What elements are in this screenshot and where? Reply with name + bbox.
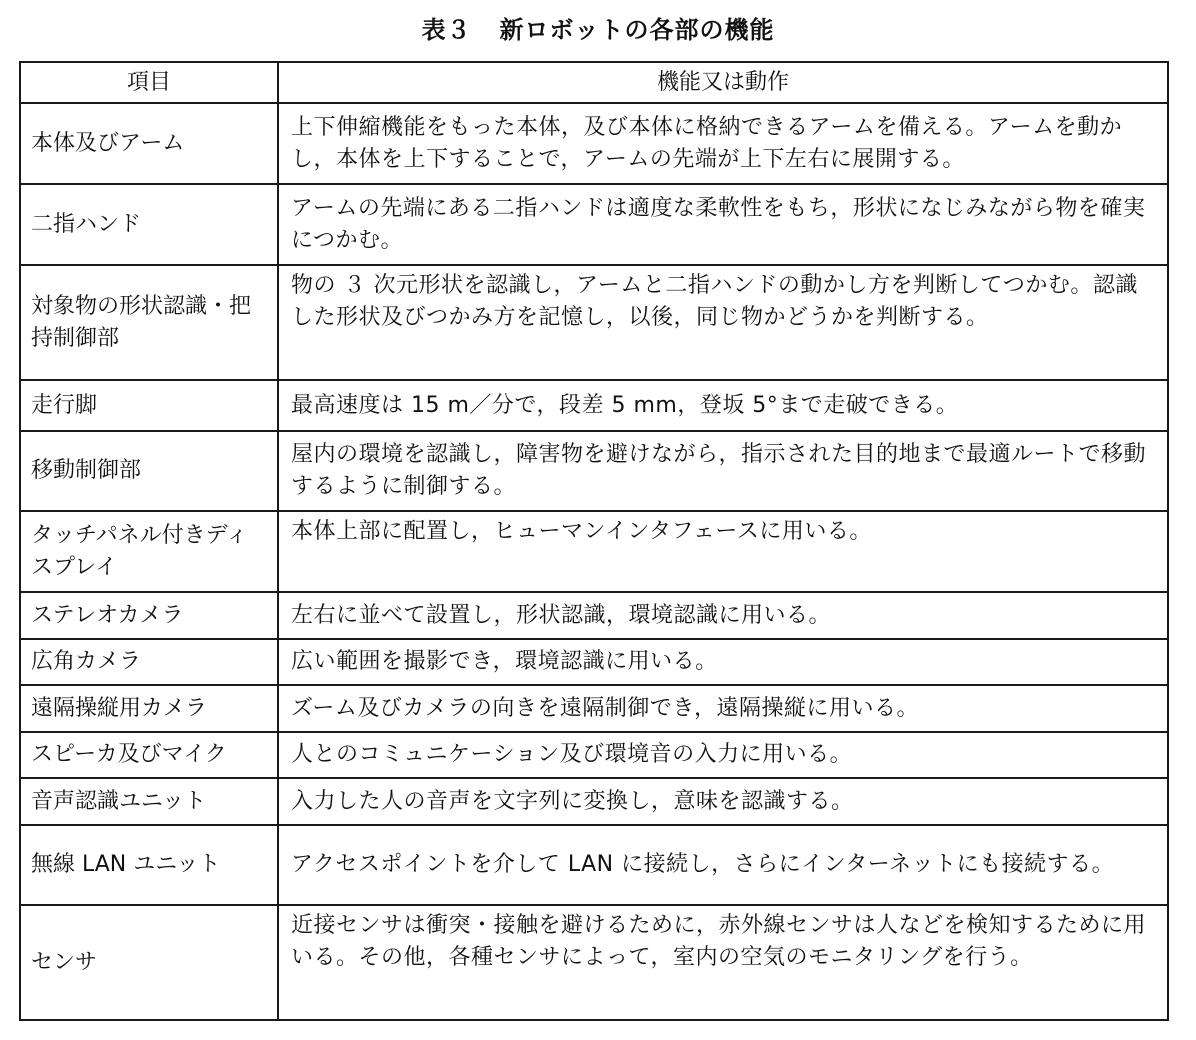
row-item: センサ [20, 905, 278, 1020]
row-function: 広い範囲を撮影でき，環境認識に用いる。 [278, 639, 1168, 685]
row-item: 広角カメラ [20, 639, 278, 685]
row-item: タッチパネル付きディスプレイ [20, 511, 278, 592]
row-function: 物の ３ 次元形状を認識し，アームと二指ハンドの動かし方を判断してつかむ。認識した形状及びつかみ方を記憶し，以後，同じ物かどうかを判断する。 [278, 265, 1168, 380]
row-item: 走行脚 [20, 380, 278, 431]
row-item: 移動制御部 [20, 431, 278, 511]
table-row [20, 265, 1168, 380]
row-function: アクセスポイントを介して LAN に接続し，さらにインターネットにも接続する。 [278, 825, 1168, 905]
row-function: 近接センサは衝突・接触を避けるために，赤外線センサは人などを検知するために用いる。その他，各種センサによって，室内の空気のモニタリングを行う。 [278, 905, 1168, 1020]
table-row [20, 639, 1168, 685]
table-row [20, 905, 1168, 1020]
table-caption [0, 12, 1196, 48]
row-function: ズーム及びカメラの向きを遠隔制御でき，遠隔操縦に用いる。 [278, 685, 1168, 732]
row-function: 上下伸縮機能をもった本体，及び本体に格納できるアームを備える。アームを動かし，本体を上下することで，アームの先端が上下左右に展開する。 [278, 103, 1168, 184]
row-item: スピーカ及びマイク [20, 732, 278, 778]
table-row [20, 685, 1168, 732]
row-item: 本体及びアーム [20, 103, 278, 184]
table-row [20, 380, 1168, 431]
table-row [20, 103, 1168, 184]
table-row [20, 592, 1168, 639]
table-title: 新ロボットの各部の機能 [499, 16, 775, 44]
row-function: アームの先端にある二指ハンドは適度な柔軟性をもち，形状になじみながら物を確実につかむ。 [278, 184, 1168, 265]
robot-function-table [19, 61, 1169, 1021]
row-item: 対象物の形状認識・把持制御部 [20, 265, 278, 380]
row-function: 左右に並べて設置し，形状認識，環境認識に用いる。 [278, 592, 1168, 639]
row-function: 人とのコミュニケーション及び環境音の入力に用いる。 [278, 732, 1168, 778]
row-item: ステレオカメラ [20, 592, 278, 639]
table-row [20, 184, 1168, 265]
table-row [20, 732, 1168, 778]
table-row [20, 431, 1168, 511]
table-number: 表３ [421, 16, 472, 44]
header-item: 項目 [20, 62, 278, 103]
row-function: 入力した人の音声を文字列に変換し，意味を認識する。 [278, 778, 1168, 825]
row-item: 無線 LAN ユニット [20, 825, 278, 905]
row-item: 遠隔操縦用カメラ [20, 685, 278, 732]
table-header-row [20, 62, 1168, 103]
row-function: 本体上部に配置し，ヒューマンインタフェースに用いる。 [278, 511, 1168, 592]
table-row [20, 825, 1168, 905]
row-function: 最高速度は 15 m／分で，段差 5 mm，登坂 5°まで走破できる。 [278, 380, 1168, 431]
table-row [20, 778, 1168, 825]
row-item: 二指ハンド [20, 184, 278, 265]
row-item: 音声認識ユニット [20, 778, 278, 825]
header-function: 機能又は動作 [278, 62, 1168, 103]
table-row [20, 511, 1168, 592]
row-function: 屋内の環境を認識し，障害物を避けながら，指示された目的地まで最適ルートで移動するように制御する。 [278, 431, 1168, 511]
